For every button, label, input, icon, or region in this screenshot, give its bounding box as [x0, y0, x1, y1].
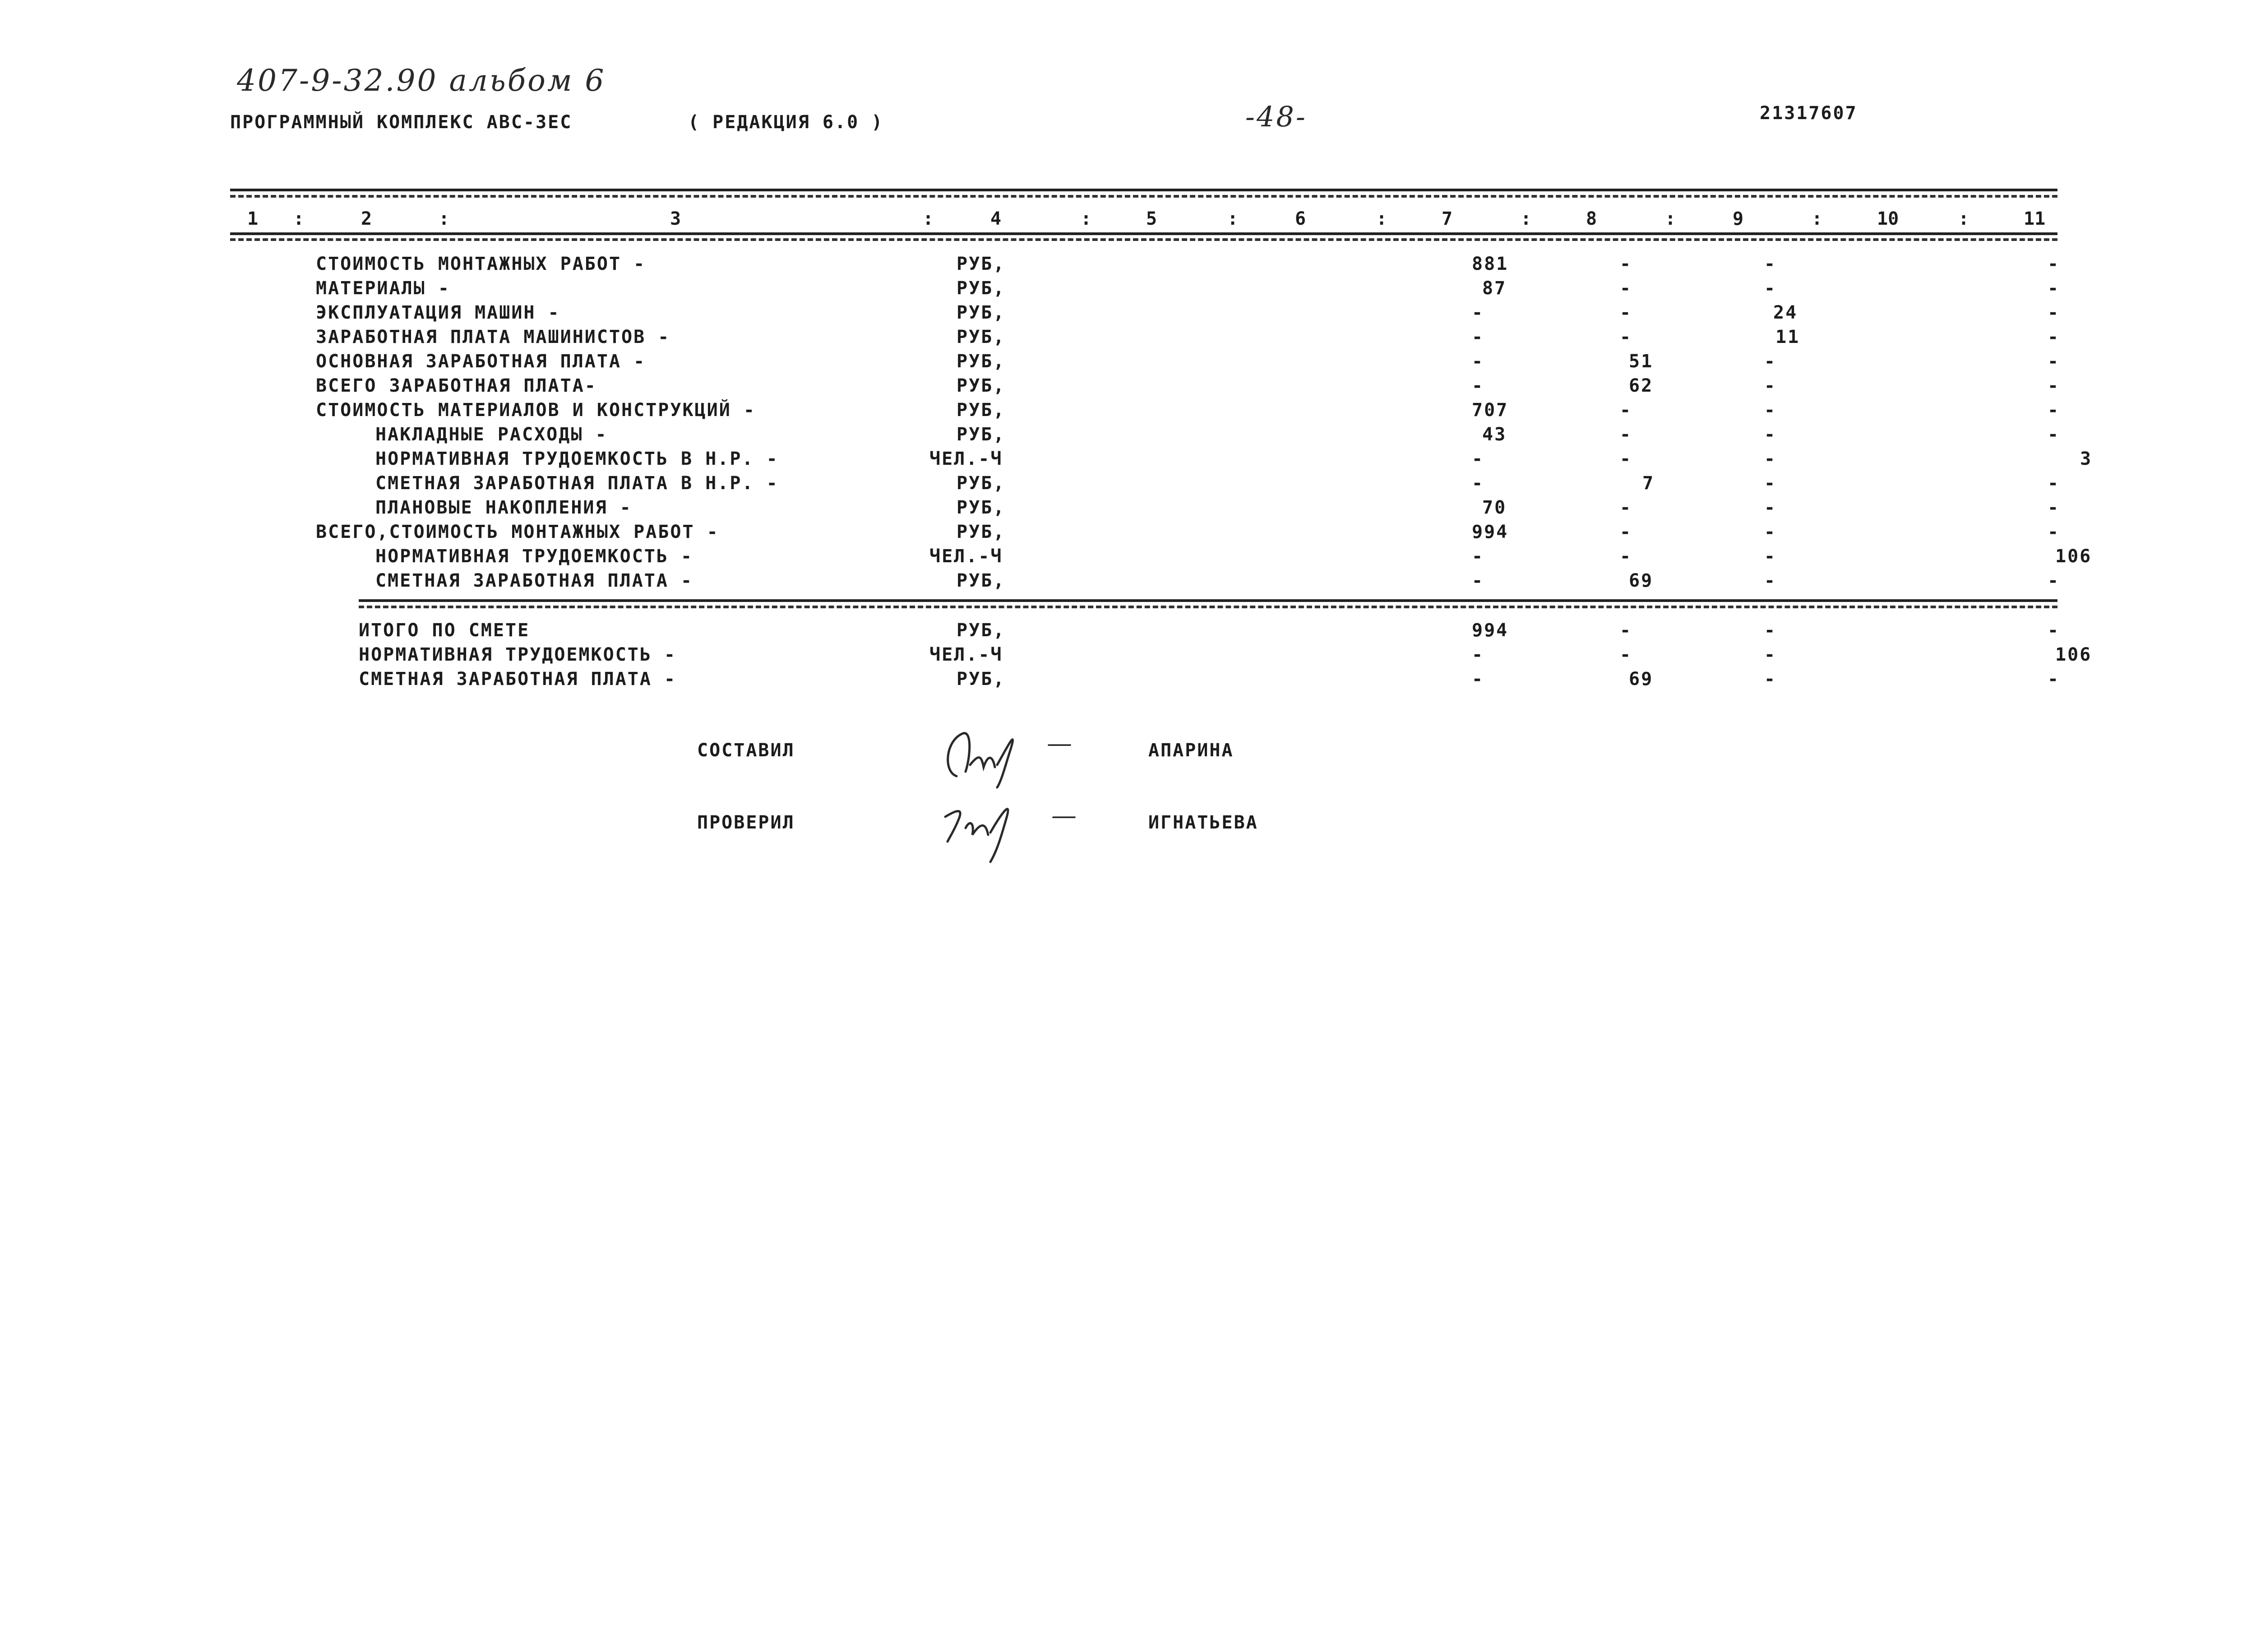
- col-header-6: 6: [1295, 208, 1306, 229]
- totals-top-rule: [359, 599, 2057, 602]
- row-col7: 87: [1482, 278, 1507, 299]
- row-label: СМЕТНАЯ ЗАРАБОТНАЯ ПЛАТА -: [375, 570, 693, 591]
- table-row: [0, 278, 2256, 302]
- table-row: [0, 449, 2256, 473]
- col-sep: :: [923, 208, 934, 229]
- row-label: НАКЛАДНЫЕ РАСХОДЫ -: [375, 424, 608, 445]
- row-col11: 106: [2055, 546, 2092, 567]
- program-name: ПРОГРАММНЫЙ КОМПЛЕКС АВС-3ЕС: [230, 112, 573, 133]
- row-col9: -: [1764, 424, 1777, 445]
- totals-top-dash-rule: [359, 606, 2057, 608]
- row-col11: -: [2048, 473, 2060, 494]
- col-header-2: 2: [361, 208, 372, 229]
- row-col8: 7: [1642, 473, 1655, 494]
- row-label: СТОИМОСТЬ МОНТАЖНЫХ РАБОТ -: [316, 254, 646, 274]
- col-header-10: 10: [1877, 208, 1899, 229]
- row-col8: -: [1620, 449, 1632, 469]
- row-col9: -: [1764, 522, 1777, 542]
- row-label: ОСНОВНАЯ ЗАРАБОТНАЯ ПЛАТА -: [316, 351, 646, 372]
- compiled-by-label: СОСТАВИЛ: [697, 740, 795, 761]
- total-col8: -: [1620, 644, 1632, 665]
- row-label: СТОИМОСТЬ МАТЕРИАЛОВ И КОНСТРУКЦИЙ -: [316, 400, 756, 421]
- row-col7: -: [1472, 546, 1484, 567]
- row-col7: 707: [1472, 400, 1509, 421]
- row-label: ВСЕГО,СТОИМОСТЬ МОНТАЖНЫХ РАБОТ -: [316, 522, 719, 542]
- row-unit: РУБ,: [957, 522, 1006, 542]
- total-col11: 106: [2055, 644, 2092, 665]
- row-unit: ЧЕЛ.-Ч: [929, 546, 1003, 567]
- row-col8: -: [1620, 497, 1632, 518]
- total-col7: -: [1472, 669, 1484, 689]
- row-unit: ЧЕЛ.-Ч: [929, 449, 1003, 469]
- row-col7: -: [1472, 473, 1484, 494]
- col-sep: :: [1812, 208, 1823, 229]
- col-sep: :: [1227, 208, 1239, 229]
- table-row: [0, 669, 2256, 693]
- row-col11: 3: [2080, 449, 2093, 469]
- col-sep: :: [1376, 208, 1387, 229]
- signature-dash: —: [1051, 801, 1078, 830]
- document-reference: 407-9-32.90 альбом 6: [237, 63, 606, 98]
- row-unit: РУБ,: [957, 327, 1006, 347]
- total-col11: -: [2048, 620, 2060, 641]
- table-row: [0, 644, 2256, 669]
- page-number: -48-: [1245, 100, 1307, 133]
- total-col8: 69: [1629, 669, 1654, 689]
- row-col7: 70: [1482, 497, 1507, 518]
- row-col11: -: [2048, 302, 2060, 323]
- row-col11: -: [2048, 497, 2060, 518]
- row-label: МАТЕРИАЛЫ -: [316, 278, 450, 299]
- row-col9: -: [1764, 497, 1777, 518]
- col-header-7: 7: [1442, 208, 1453, 229]
- header-bottom-dash-rule: [230, 238, 2057, 241]
- row-col8: -: [1620, 327, 1632, 347]
- row-unit: РУБ,: [957, 278, 1006, 299]
- table-row: [0, 424, 2256, 449]
- total-unit: ЧЕЛ.-Ч: [929, 644, 1003, 665]
- table-row: [0, 400, 2256, 424]
- row-label: НОРМАТИВНАЯ ТРУДОЕМКОСТЬ В Н.Р. -: [375, 449, 779, 469]
- row-col7: -: [1472, 302, 1484, 323]
- table-row: [0, 570, 2256, 595]
- row-col11: -: [2048, 424, 2060, 445]
- row-col9: -: [1764, 449, 1777, 469]
- row-label: ЭКСПЛУАТАЦИЯ МАШИН -: [316, 302, 560, 323]
- row-col11: -: [2048, 522, 2060, 542]
- total-label: СМЕТНАЯ ЗАРАБОТНАЯ ПЛАТА -: [359, 669, 677, 689]
- row-unit: РУБ,: [957, 497, 1006, 518]
- row-unit: РУБ,: [957, 424, 1006, 445]
- total-col7: 994: [1472, 620, 1509, 641]
- checked-by-name: ИГНАТЬЕВА: [1148, 812, 1258, 833]
- col-header-1: 1: [247, 208, 259, 229]
- col-header-5: 5: [1146, 208, 1157, 229]
- table-row: [0, 375, 2256, 400]
- document-code: 21317607: [1760, 103, 1858, 124]
- edition: ( РЕДАКЦИЯ 6.0 ): [688, 112, 884, 133]
- row-col8: -: [1620, 546, 1632, 567]
- table-top-rule: [230, 189, 2057, 191]
- total-col9: -: [1764, 669, 1777, 689]
- row-label: ЗАРАБОТНАЯ ПЛАТА МАШИНИСТОВ -: [316, 327, 670, 347]
- row-col7: -: [1472, 449, 1484, 469]
- row-col7: -: [1472, 351, 1484, 372]
- col-sep: :: [1521, 208, 1532, 229]
- row-col9: -: [1764, 546, 1777, 567]
- total-label: ИТОГО ПО СМЕТЕ: [359, 620, 530, 641]
- row-col8: -: [1620, 254, 1632, 274]
- table-top-dash-rule: [230, 195, 2057, 198]
- row-col8: 69: [1629, 570, 1654, 591]
- row-unit: РУБ,: [957, 254, 1006, 274]
- row-col11: -: [2048, 254, 2060, 274]
- row-col7: -: [1472, 570, 1484, 591]
- col-sep: :: [293, 208, 305, 229]
- table-row: [0, 327, 2256, 351]
- col-sep: :: [439, 208, 450, 229]
- row-col9: -: [1764, 400, 1777, 421]
- col-sep: :: [1081, 208, 1092, 229]
- signature-mark-compiled: [938, 722, 1042, 790]
- row-label: ВСЕГО ЗАРАБОТНАЯ ПЛАТА-: [316, 375, 597, 396]
- row-col9: 24: [1773, 302, 1798, 323]
- row-col11: -: [2048, 351, 2060, 372]
- row-col8: -: [1620, 522, 1632, 542]
- row-col11: -: [2048, 327, 2060, 347]
- row-unit: РУБ,: [957, 351, 1006, 372]
- row-unit: РУБ,: [957, 302, 1006, 323]
- table-row: [0, 473, 2256, 497]
- col-header-11: 11: [2024, 208, 2046, 229]
- col-header-9: 9: [1733, 208, 1744, 229]
- row-col8: 51: [1629, 351, 1654, 372]
- total-unit: РУБ,: [957, 620, 1006, 641]
- table-row: [0, 522, 2256, 546]
- row-col8: -: [1620, 424, 1632, 445]
- col-header-8: 8: [1586, 208, 1597, 229]
- table-row: [0, 620, 2256, 644]
- row-col9: 11: [1775, 327, 1800, 347]
- row-label: НОРМАТИВНАЯ ТРУДОЕМКОСТЬ -: [375, 546, 693, 567]
- row-col11: -: [2048, 570, 2060, 591]
- row-col9: -: [1764, 278, 1777, 299]
- row-unit: РУБ,: [957, 375, 1006, 396]
- signature-dash: —: [1047, 729, 1074, 758]
- row-col9: -: [1764, 570, 1777, 591]
- header-bottom-rule: [230, 232, 2057, 235]
- row-col11: -: [2048, 400, 2060, 421]
- signature-mark-checked: [938, 792, 1042, 864]
- row-label: СМЕТНАЯ ЗАРАБОТНАЯ ПЛАТА В Н.Р. -: [375, 473, 779, 494]
- row-col8: -: [1620, 278, 1632, 299]
- row-unit: РУБ,: [957, 400, 1006, 421]
- checked-by-label: ПРОВЕРИЛ: [697, 812, 795, 833]
- total-col9: -: [1764, 644, 1777, 665]
- row-col8: -: [1620, 302, 1632, 323]
- row-label: ПЛАНОВЫЕ НАКОПЛЕНИЯ -: [375, 497, 632, 518]
- total-col7: -: [1472, 644, 1484, 665]
- row-col7: -: [1472, 327, 1484, 347]
- compiled-by-name: АПАРИНА: [1148, 740, 1234, 761]
- row-col7: -: [1472, 375, 1484, 396]
- row-col9: -: [1764, 254, 1777, 274]
- row-col11: -: [2048, 278, 2060, 299]
- row-col8: -: [1620, 400, 1632, 421]
- total-col11: -: [2048, 669, 2060, 689]
- row-col8: 62: [1629, 375, 1654, 396]
- row-col7: 881: [1472, 254, 1509, 274]
- table-row: [0, 351, 2256, 375]
- total-label: НОРМАТИВНАЯ ТРУДОЕМКОСТЬ -: [359, 644, 677, 665]
- table-row: [0, 254, 2256, 278]
- table-row: [0, 497, 2256, 522]
- row-col11: -: [2048, 375, 2060, 396]
- row-col7: 43: [1482, 424, 1507, 445]
- col-sep: :: [1958, 208, 1969, 229]
- table-row: [0, 302, 2256, 327]
- total-unit: РУБ,: [957, 669, 1006, 689]
- row-col7: 994: [1472, 522, 1509, 542]
- total-col8: -: [1620, 620, 1632, 641]
- row-unit: РУБ,: [957, 570, 1006, 591]
- row-col9: -: [1764, 473, 1777, 494]
- row-col9: -: [1764, 375, 1777, 396]
- table-row: [0, 546, 2256, 570]
- row-col9: -: [1764, 351, 1777, 372]
- col-sep: :: [1665, 208, 1676, 229]
- row-unit: РУБ,: [957, 473, 1006, 494]
- col-header-3: 3: [670, 208, 681, 229]
- col-header-4: 4: [990, 208, 1002, 229]
- total-col9: -: [1764, 620, 1777, 641]
